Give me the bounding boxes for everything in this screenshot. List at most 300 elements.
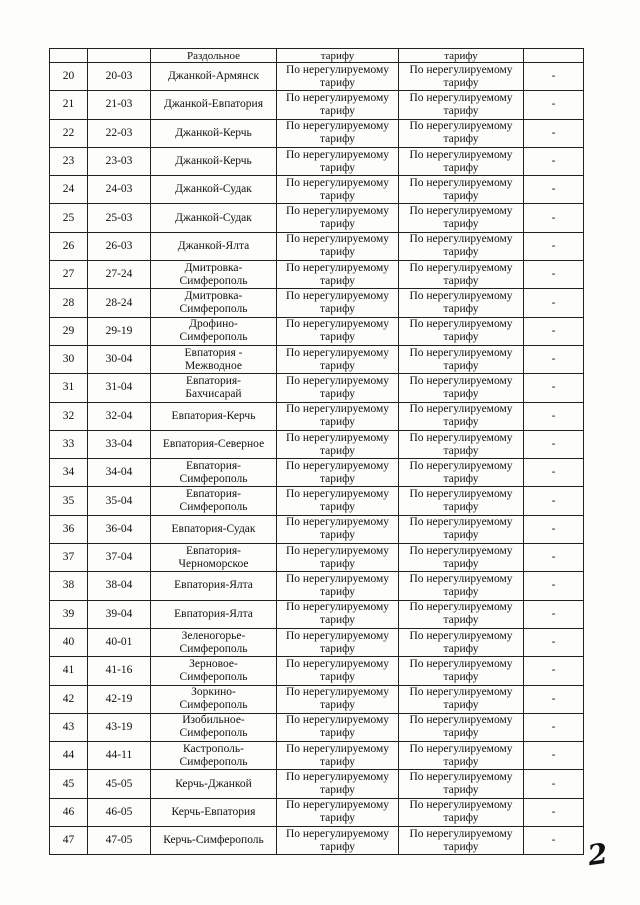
- cell-tariff-a-text: тарифу: [319, 387, 356, 400]
- cell-code-text: 31-04: [105, 381, 133, 394]
- cell-num-text: 29: [62, 324, 75, 337]
- cell-route: [151, 119, 277, 147]
- cell-tariff-a: [277, 345, 399, 373]
- cell-tariff-b-text: тарифу: [443, 218, 479, 231]
- cell-tariff-a-text: По нерегулируемому: [285, 63, 390, 76]
- cell-num: [50, 628, 88, 656]
- cell-tariff-b-text: тарифу: [443, 840, 479, 853]
- cell-tariff-a-text: По нерегулируемому: [285, 431, 390, 444]
- cell-tariff-a: [277, 657, 399, 685]
- cell-tariff-b-text: тарифу: [443, 76, 479, 89]
- cell-tariff-a-text: По нерегулируемому: [285, 714, 390, 727]
- handwritten-page-mark: 2: [585, 836, 610, 873]
- cell-tariff-a: [277, 628, 399, 656]
- cell-route: [151, 572, 277, 600]
- table-row: [50, 713, 584, 741]
- cell-num-text: 32: [62, 409, 75, 422]
- cell-tariff-b-text: тарифу: [443, 529, 479, 542]
- cell-tariff-a-text: тарифу: [319, 444, 356, 457]
- cell-num: [50, 374, 88, 402]
- cell-tariff-a-text: По нерегулируемому: [285, 544, 390, 557]
- cell-num: [50, 63, 88, 91]
- cell-route-text: Керчь-Евпатория: [171, 805, 256, 818]
- cell-code-text: 23-03: [105, 155, 133, 168]
- cell-num-text: 36: [62, 522, 75, 535]
- cell-tariff-a-text: По нерегулируемому: [285, 403, 390, 416]
- cell-tariff-b-text: тарифу: [443, 699, 479, 712]
- cell-dash: [524, 657, 584, 685]
- cell-code-text: 32-04: [105, 409, 133, 422]
- cell-num: [50, 402, 88, 430]
- cell-tariff-b: [399, 657, 524, 685]
- cell-tariff-b-text: тарифу: [443, 501, 479, 514]
- cell-route-text: Джанкой-Судак: [175, 211, 252, 224]
- cell-dash: [524, 544, 584, 572]
- cell-code: [88, 374, 151, 402]
- cell-code-text: 30-04: [105, 353, 133, 366]
- cell-dash: [524, 798, 584, 826]
- cell-tariff-a-text: тарифу: [319, 104, 356, 117]
- cell-tariff-b-text: По нерегулируемому: [409, 771, 513, 784]
- cell-tariff-b: [399, 713, 524, 741]
- cell-tariff-a: [277, 572, 399, 600]
- cell-tariff-a-text: тарифу: [319, 727, 356, 740]
- cell-num: [50, 459, 88, 487]
- cell-tariff-b-text: тарифу: [443, 246, 479, 259]
- cell-tariff-a-text: По нерегулируемому: [285, 374, 390, 387]
- cell-code: [88, 685, 151, 713]
- cell-tariff-b: тарифу: [399, 49, 524, 63]
- table-row-continued: [50, 49, 584, 63]
- cell-tariff-a: [277, 147, 399, 175]
- cell-code: [88, 572, 151, 600]
- table-row: [50, 572, 584, 600]
- cell-tariff-a-text: По нерегулируемому: [285, 318, 390, 331]
- cell-tariff-a: [277, 685, 399, 713]
- cell-tariff-a-text: тарифу: [319, 246, 356, 259]
- cell-code: [88, 147, 151, 175]
- cell-dash-text: -: [551, 381, 556, 394]
- table-row: [50, 261, 584, 289]
- cell-route-text: Керчь-Симферополь: [163, 834, 264, 847]
- table-row: [50, 374, 584, 402]
- cell-route: [151, 176, 277, 204]
- cell-route: [151, 345, 277, 373]
- cell-tariff-b-text: тарифу: [443, 416, 479, 429]
- cell-num-text: 38: [62, 579, 75, 592]
- cell-num-text: 25: [62, 211, 75, 224]
- cell-tariff-a-text: По нерегулируемому: [285, 742, 390, 755]
- cell-tariff-b: [399, 827, 524, 855]
- cell-tariff-b: [399, 430, 524, 458]
- table-row: [50, 798, 584, 826]
- cell-route: [151, 600, 277, 628]
- cell-tariff-b: [399, 770, 524, 798]
- cell-tariff-b-text: По нерегулируемому: [409, 686, 513, 699]
- cell-tariff-a: [277, 176, 399, 204]
- cell-route: [151, 459, 277, 487]
- cell-num: [50, 798, 88, 826]
- cell-tariff-b-text: По нерегулируемому: [409, 261, 513, 274]
- cell-tariff-b: [399, 459, 524, 487]
- cell-tariff-a: [277, 63, 399, 91]
- cell-code-text: 36-04: [105, 522, 133, 535]
- cell-num: [50, 289, 88, 317]
- cell-route: [151, 232, 277, 260]
- cell-tariff-b-text: По нерегулируемому: [409, 657, 513, 670]
- cell-route: [151, 770, 277, 798]
- cell-num-text: 24: [62, 183, 75, 196]
- cell-tariff-b-text: тарифу: [443, 614, 479, 627]
- cell-tariff-a-text: По нерегулируемому: [285, 91, 390, 104]
- cell-code: [88, 487, 151, 515]
- cell-num: [50, 204, 88, 232]
- cell-code-text: 39-04: [105, 607, 133, 620]
- cell-route-text: Евпатория- Симферополь: [179, 488, 248, 514]
- cell-route-text: Зоркино- Симферополь: [179, 686, 248, 712]
- table-row: [50, 317, 584, 345]
- cell-tariff-b: [399, 544, 524, 572]
- cell-route: [151, 798, 277, 826]
- cell-tariff-b-text: тарифу: [443, 161, 479, 174]
- cell-tariff-a: [277, 770, 399, 798]
- cell-tariff-b-text: По нерегулируемому: [409, 318, 513, 331]
- cell-tariff-b-text: тарифу: [443, 557, 479, 570]
- cell-tariff-b: [399, 289, 524, 317]
- cell-tariff-a: [277, 402, 399, 430]
- cell-route-text: Джанкой-Судак: [175, 183, 252, 196]
- table-row: [50, 119, 584, 147]
- table-row: [50, 770, 584, 798]
- cell-tariff-a-text: По нерегулируемому: [285, 771, 390, 784]
- cell-tariff-b-text: По нерегулируемому: [409, 629, 513, 642]
- routes-table: [49, 48, 584, 855]
- cell-tariff-a-text: По нерегулируемому: [285, 572, 390, 585]
- table-row: [50, 628, 584, 656]
- cell-num: [50, 176, 88, 204]
- cell-code: [88, 515, 151, 543]
- cell-tariff-a-text: тарифу: [319, 699, 356, 712]
- cell-tariff-a: [277, 600, 399, 628]
- cell-route: [151, 147, 277, 175]
- cell-tariff-b-text: По нерегулируемому: [409, 431, 513, 444]
- cell-code: [88, 628, 151, 656]
- cell-route: [151, 544, 277, 572]
- cell-code: [88, 544, 151, 572]
- cell-tariff-a-text: По нерегулируемому: [285, 176, 390, 189]
- cell-dash-text: -: [551, 268, 556, 281]
- cell-tariff-a-text: По нерегулируемому: [285, 120, 390, 133]
- cell-tariff-a-text: тарифу: [319, 755, 356, 768]
- cell-tariff-a-text: тарифу: [319, 670, 356, 683]
- cell-tariff-b-text: тарифу: [443, 585, 479, 598]
- cell-tariff-a-text: По нерегулируемому: [285, 261, 390, 274]
- cell-route-text: Евпатория - Межводное: [184, 346, 243, 372]
- cell-dash: [524, 119, 584, 147]
- cell-code: [88, 63, 151, 91]
- cell-num: [50, 713, 88, 741]
- cell-dash-text: -: [551, 494, 556, 507]
- cell-code: [88, 402, 151, 430]
- routes-table-body: [50, 49, 584, 855]
- cell-tariff-b: [399, 261, 524, 289]
- cell-code: [88, 742, 151, 770]
- cell-tariff-a: [277, 742, 399, 770]
- cell-tariff-b-text: По нерегулируемому: [409, 544, 513, 557]
- table-row: [50, 63, 584, 91]
- cell-tariff-a: [277, 713, 399, 741]
- cell-tariff-a-text: По нерегулируемому: [285, 290, 390, 303]
- cell-code: [88, 261, 151, 289]
- cell-route: [151, 91, 277, 119]
- cell-dash-text: -: [551, 607, 556, 620]
- cell-tariff-b-text: По нерегулируемому: [409, 176, 513, 189]
- cell-tariff-a: [277, 374, 399, 402]
- cell-tariff-a-text: По нерегулируемому: [285, 233, 390, 246]
- cell-tariff-a: [277, 204, 399, 232]
- cell-tariff-a-text: тарифу: [319, 416, 356, 429]
- cell-dash: [524, 147, 584, 175]
- cell-tariff-a-text: По нерегулируемому: [285, 516, 390, 529]
- cell-tariff-a: [277, 261, 399, 289]
- cell-tariff-a: [277, 91, 399, 119]
- table-row: [50, 742, 584, 770]
- cell-tariff-b-text: тарифу: [443, 303, 479, 316]
- cell-tariff-b-text: По нерегулируемому: [409, 714, 513, 727]
- cell-route: [151, 261, 277, 289]
- cell-code-text: 46-05: [105, 805, 133, 818]
- cell-route: [151, 515, 277, 543]
- table-row: [50, 147, 584, 175]
- table-row: [50, 402, 584, 430]
- cell-num-text: 45: [62, 777, 75, 790]
- cell-route: [151, 685, 277, 713]
- cell-code-text: 40-01: [105, 636, 133, 649]
- cell-route-text: Зеленогорье- Симферополь: [179, 629, 248, 655]
- cell-dash-text: -: [551, 834, 556, 847]
- cell-route: [151, 204, 277, 232]
- cell-tariff-b: [399, 487, 524, 515]
- cell-dash: [524, 402, 584, 430]
- cell-code-text: 33-04: [105, 438, 133, 450]
- cell-tariff-b-text: тарифу: [443, 359, 479, 372]
- cell-dash-text: -: [551, 409, 556, 422]
- cell-tariff-b-text: По нерегулируемому: [409, 290, 513, 303]
- cell-route-text: Джанкой-Армянск: [167, 70, 260, 83]
- cell-tariff-b: [399, 204, 524, 232]
- cell-code-text: 34-04: [105, 466, 133, 479]
- cell-tariff-b-text: По нерегулируемому: [409, 346, 513, 359]
- cell-num-text: 43: [62, 720, 75, 733]
- cell-num: [50, 91, 88, 119]
- cell-tariff-b-text: По нерегулируемому: [409, 827, 513, 840]
- cell-tariff-b-text: тарифу: [443, 784, 479, 797]
- cell-tariff-b-text: тарифу: [443, 104, 479, 117]
- cell-code: [88, 713, 151, 741]
- cell-num: [50, 345, 88, 373]
- cell-num-text: 46: [62, 805, 75, 818]
- table-row: [50, 600, 584, 628]
- cell-tariff-b-text: тарифу: [443, 755, 479, 768]
- cell-route: [151, 827, 277, 855]
- cell-tariff-b-text: По нерегулируемому: [409, 233, 513, 246]
- cell-route-text: Дмитровка- Симферополь: [179, 261, 248, 287]
- cell-code: [88, 657, 151, 685]
- cell-tariff-b-text: По нерегулируемому: [409, 205, 513, 218]
- cell-tariff-a-text: тарифу: [319, 585, 356, 598]
- cell-num-text: 20: [62, 70, 75, 83]
- table-row: [50, 685, 584, 713]
- cell-route: [151, 402, 277, 430]
- cell-num: [50, 49, 88, 63]
- cell-tariff-a: [277, 487, 399, 515]
- cell-route: [151, 487, 277, 515]
- cell-tariff-a-text: тарифу: [319, 812, 356, 825]
- cell-route-text: Джанкой-Керчь: [175, 126, 252, 139]
- cell-tariff-b: [399, 402, 524, 430]
- cell-tariff-a-text: тарифу: [319, 218, 356, 231]
- cell-dash: [524, 628, 584, 656]
- cell-num-text: 42: [62, 692, 75, 705]
- cell-route-text: Керчь-Джанкой: [175, 777, 252, 790]
- cell-tariff-a-text: тарифу: [319, 840, 356, 853]
- cell-num: [50, 261, 88, 289]
- cell-code: [88, 49, 151, 63]
- cell-tariff-a-text: тарифу: [319, 642, 356, 655]
- cell-dash: [524, 742, 584, 770]
- cell-route: [151, 628, 277, 656]
- cell-tariff-b-text: По нерегулируемому: [409, 120, 513, 133]
- cell-num-text: 28: [62, 296, 75, 309]
- cell-tariff-a-text: По нерегулируемому: [285, 601, 390, 614]
- cell-code: [88, 232, 151, 260]
- cell-code: [88, 600, 151, 628]
- cell-tariff-b-text: По нерегулируемому: [409, 63, 513, 76]
- cell-dash: [524, 176, 584, 204]
- cell-code: [88, 430, 151, 458]
- cell-tariff-a-text: тарифу: [319, 557, 356, 570]
- cell-num-text: 44: [62, 749, 75, 762]
- cell-tariff-b: [399, 317, 524, 345]
- cell-tariff-b-text: тарифу: [443, 642, 479, 655]
- cell-route: [151, 430, 277, 458]
- cell-dash: [524, 600, 584, 628]
- table-row: [50, 827, 584, 855]
- cell-dash: [524, 49, 584, 63]
- cell-dash-text: -: [551, 805, 556, 818]
- cell-tariff-a-text: тарифу: [319, 614, 356, 627]
- table-row: [50, 657, 584, 685]
- cell-tariff-b: [399, 374, 524, 402]
- table-row: [50, 487, 584, 515]
- cell-tariff-b-text: По нерегулируемому: [409, 91, 513, 104]
- cell-tariff-b-text: тарифу: [443, 331, 479, 344]
- cell-dash: [524, 91, 584, 119]
- cell-tariff-b: [399, 147, 524, 175]
- cell-route: [151, 742, 277, 770]
- cell-route-text: Изобильное- Симферополь: [179, 714, 248, 740]
- cell-code-text: 35-04: [105, 494, 133, 507]
- cell-tariff-a-text: По нерегулируемому: [285, 346, 390, 359]
- cell-route-text: Евпатория-Судак: [171, 522, 256, 535]
- cell-dash: [524, 289, 584, 317]
- cell-code-text: 20-03: [105, 70, 133, 83]
- cell-num: [50, 827, 88, 855]
- cell-code: [88, 317, 151, 345]
- cell-dash-text: -: [551, 551, 556, 564]
- cell-num-text: 39: [62, 607, 75, 620]
- cell-tariff-a-text: тарифу: [319, 133, 356, 146]
- cell-dash: [524, 515, 584, 543]
- cell-dash: [524, 430, 584, 458]
- cell-tariff-b-text: тарифу: [443, 472, 479, 485]
- cell-tariff-a: тарифу: [277, 49, 399, 63]
- cell-code-text: 45-05: [105, 777, 133, 790]
- cell-code-text: 43-19: [105, 720, 133, 733]
- cell-code: [88, 345, 151, 373]
- cell-code: [88, 204, 151, 232]
- cell-tariff-a-text: По нерегулируемому: [285, 205, 390, 218]
- cell-route-text: Дрофино- Симферополь: [179, 318, 248, 344]
- cell-tariff-b-text: По нерегулируемому: [409, 374, 513, 387]
- cell-num-text: 47: [62, 834, 75, 847]
- cell-dash-text: -: [551, 126, 556, 139]
- cell-tariff-b-text: тарифу: [443, 274, 479, 287]
- cell-tariff-a-text: тарифу: [319, 303, 356, 316]
- cell-tariff-b-text: По нерегулируемому: [409, 148, 513, 161]
- cell-tariff-b-text: тарифу: [443, 670, 479, 683]
- cell-tariff-b: [399, 176, 524, 204]
- cell-tariff-b: [399, 742, 524, 770]
- cell-route-text: Евпатория-Керчь: [171, 409, 256, 422]
- cell-route: [151, 289, 277, 317]
- cell-code-text: 28-24: [105, 296, 133, 309]
- cell-num: [50, 232, 88, 260]
- cell-num: [50, 487, 88, 515]
- cell-tariff-a-text: По нерегулируемому: [285, 686, 390, 699]
- cell-tariff-b: [399, 63, 524, 91]
- cell-tariff-b-text: тарифу: [443, 812, 479, 825]
- cell-tariff-a-text: тарифу: [319, 359, 356, 372]
- cell-num-text: 40: [62, 636, 75, 649]
- cell-num-text: 35: [62, 494, 75, 507]
- cell-dash: [524, 317, 584, 345]
- cell-tariff-a-text: По нерегулируемому: [285, 657, 390, 670]
- cell-code: [88, 119, 151, 147]
- cell-num: [50, 600, 88, 628]
- cell-dash-text: -: [551, 353, 556, 366]
- cell-dash: [524, 204, 584, 232]
- cell-tariff-a: [277, 798, 399, 826]
- cell-num: [50, 770, 88, 798]
- cell-dash: [524, 713, 584, 741]
- cell-num-text: 23: [62, 155, 75, 168]
- cell-code: [88, 176, 151, 204]
- cell-tariff-b-text: тарифу: [443, 727, 479, 740]
- table-row: [50, 515, 584, 543]
- cell-tariff-b: [399, 91, 524, 119]
- cell-dash-text: -: [551, 296, 556, 309]
- cell-num-text: 31: [62, 381, 75, 394]
- cell-tariff-a-text: тарифу: [319, 161, 356, 174]
- cell-dash-text: -: [551, 466, 556, 479]
- cell-code-text: 38-04: [105, 579, 133, 592]
- cell-dash-text: -: [551, 636, 556, 649]
- cell-dash-text: -: [551, 579, 556, 592]
- cell-dash: [524, 685, 584, 713]
- cell-route: [151, 374, 277, 402]
- table-row: [50, 176, 584, 204]
